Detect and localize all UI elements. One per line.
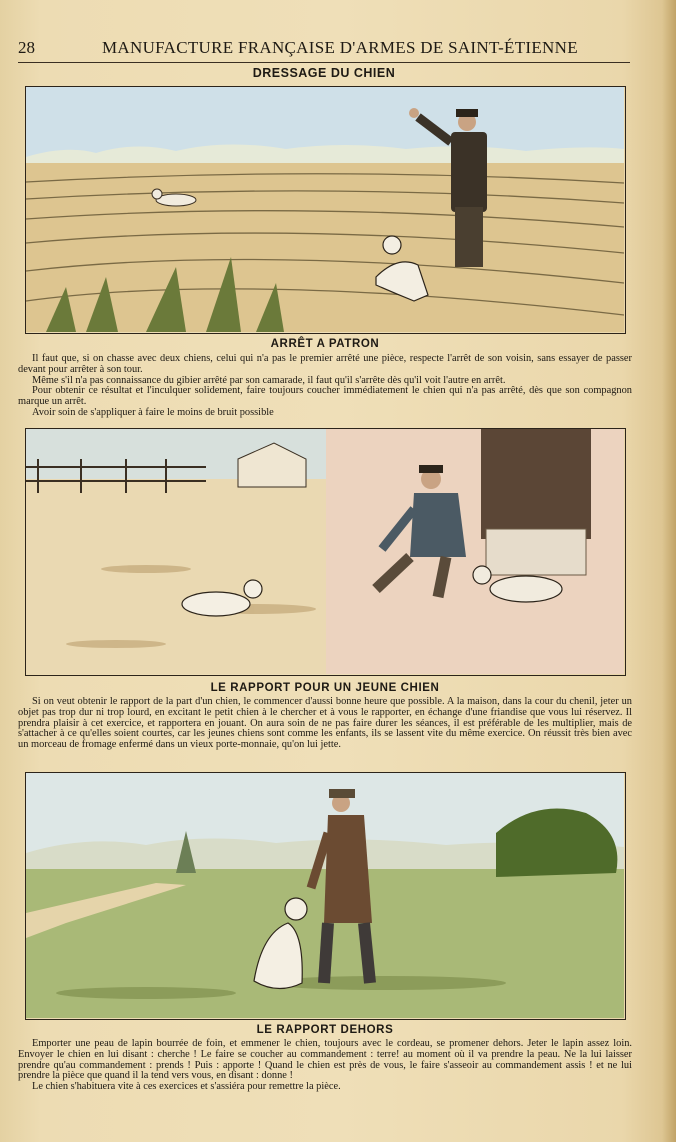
- paragraph: Pour obtenir ce résultat et l'inculquer solidement, faire toujours coucher immédiatement le chien qui n'a pas arrêté, dès que son compagnon marque un arrêt.: [18, 385, 632, 408]
- paragraph: Si on veut obtenir le rapport de la part d'un chien, le commencer d'aussi bonne heure que possible. A la maison, dans la cour du chenil, jeter un objet pas trop dur ni trop lourd, en excitant le petit chien à le chercher et à vous le rapporter, en échange d'une friandise que vous lui réservez. Il prendra plaisir à cet exercice, et rapportera en jouant. On aura soin de ne pas faire durer les séances, il est préférable de les multiplier, mais de s'attacher à ce qu'elles soient courtes, car les jeunes chiens sont comme les enfants, ils se lassent vite du même exercice. On réussit très bien avec un morceau de fromage enfermé dans un vieux porte-monnaie, qu'on lui jette.: [18, 696, 632, 751]
- running-header: [18, 38, 630, 62]
- text-arret-a-patron: [18, 354, 632, 419]
- text-rapport-dehors: [18, 1039, 632, 1093]
- running-title: MANUFACTURE FRANÇAISE D'ARMES DE SAINT-ÉTIENNE: [102, 38, 578, 57]
- illustration-arret-a-patron: [25, 86, 626, 334]
- paragraph: Emporter une peau de lapin bourrée de foin, et emmener le chien, toujours avec le cordeau, se promener dehors. Jeter le lapin assez loin. Envoyer le chien en lui disant : cherche ! Le faire se coucher au commandement : terre! au moment où il va prendre la peau. Ne la lui laisser prendre qu'au commandement : prends ! Puis : apporte ! Quand le chien est près de vous, le faire s'asseoir au commandement assis ! et ne lui prendre la pièce que quand il la tend vers vous, en disant : donne !: [18, 1038, 632, 1082]
- page-edge: [662, 0, 676, 1142]
- page-number: 28: [18, 38, 35, 57]
- caption-arret-a-patron: ARRÊT A PATRON: [270, 338, 380, 350]
- paragraph: Même s'il n'a pas connaissance du gibier arrêté par son camarade, il faut qu'il s'arrête dès qu'il voit l'autre en arrêt.: [32, 374, 506, 386]
- text-rapport-jeune-chien: [18, 697, 632, 751]
- paragraph: Avoir soin de s'appliquer à faire le moins de bruit possible: [32, 406, 274, 418]
- section-title: DRESSAGE DU CHIEN: [252, 66, 396, 80]
- header-rule: [18, 62, 630, 63]
- caption-rapport-jeune-chien: LE RAPPORT POUR UN JEUNE CHIEN: [210, 682, 440, 694]
- paragraph: Le chien s'habituera vite à ces exercices et s'assiéra pour remettre la pièce.: [32, 1081, 341, 1093]
- illustration-rapport-dehors: [25, 772, 626, 1020]
- paragraph: Il faut que, si on chasse avec deux chiens, celui qui n'a pas le premier arrêté une pièce, respecte l'arrêt de son voisin, sans essayer de passer devant pour arrêter à son tour.: [18, 353, 632, 375]
- illustration-rapport-jeune-chien: [25, 428, 626, 676]
- caption-rapport-dehors: LE RAPPORT DEHORS: [256, 1024, 394, 1036]
